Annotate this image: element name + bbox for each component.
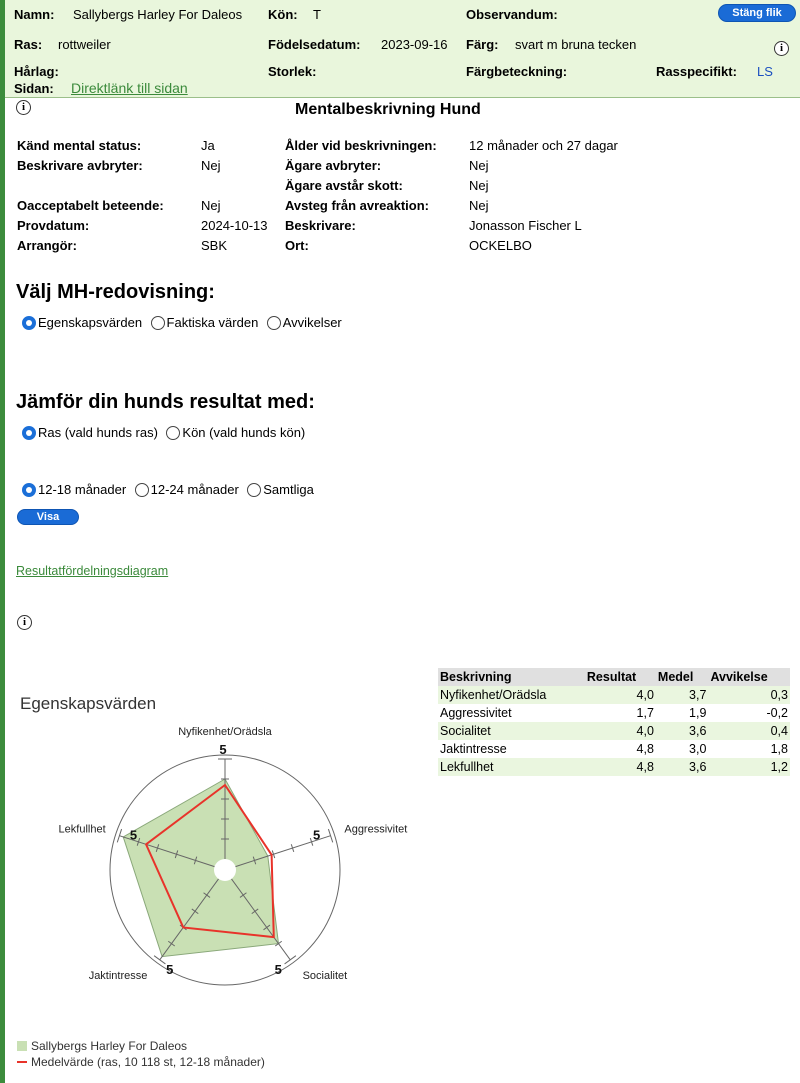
section-title: Mentalbeskrivning Hund bbox=[295, 101, 481, 118]
beskrivare-label: Beskrivare: bbox=[285, 218, 356, 233]
header-beskrivning: Beskrivning bbox=[438, 668, 585, 686]
arrangor-label: Arrangör: bbox=[17, 238, 77, 253]
axis-max-label: 5 bbox=[166, 961, 174, 977]
kon-value: T bbox=[313, 7, 321, 22]
dog-header bbox=[5, 0, 800, 98]
table-row bbox=[438, 722, 790, 740]
left-accent-bar bbox=[0, 0, 5, 1083]
compare-option-kon[interactable]: Kön (vald hunds kön) bbox=[166, 425, 305, 440]
avsteg-value: Nej bbox=[469, 198, 489, 213]
kon-label: Kön: bbox=[268, 7, 298, 22]
info-icon[interactable]: i bbox=[16, 100, 31, 115]
cell-avvikelse: 0,4 bbox=[708, 722, 790, 740]
radio-selected-icon[interactable] bbox=[22, 483, 36, 497]
cell-medel: 3,6 bbox=[656, 758, 709, 776]
harlag-label: Hårlag: bbox=[14, 64, 59, 79]
storlek-label: Storlek: bbox=[268, 64, 317, 79]
legend-item-dog: Sallybergs Harley For Daleos bbox=[17, 1039, 187, 1053]
ort-value: OCKELBO bbox=[469, 238, 532, 253]
cell-medel: 3,7 bbox=[656, 686, 709, 704]
cell-avvikelse: 0,3 bbox=[708, 686, 790, 704]
header-medel: Medel bbox=[656, 668, 709, 686]
oacceptabelt-value: Nej bbox=[201, 198, 221, 213]
compare-group-radio bbox=[22, 424, 309, 442]
cell-medel: 1,9 bbox=[689, 706, 707, 720]
beskrivare-value: Jonasson Fischer L bbox=[469, 218, 582, 233]
radio-selected-icon[interactable] bbox=[22, 426, 36, 440]
oacceptabelt-label: Oacceptabelt beteende: bbox=[17, 198, 164, 213]
arrangor-value: SBK bbox=[201, 238, 228, 253]
age-option-samtliga[interactable]: Samtliga bbox=[247, 482, 314, 497]
table-row bbox=[438, 686, 790, 704]
mh-option-faktiska[interactable]: Faktiska värden bbox=[151, 315, 259, 330]
fodelsedatum-label: Födelsedatum: bbox=[268, 37, 361, 52]
results-table bbox=[438, 668, 790, 776]
fargbeteckning-label: Färgbeteckning: bbox=[466, 64, 568, 79]
cell-resultat: 4,8 bbox=[636, 742, 654, 756]
cell-beskrivning: Lekfullhet bbox=[438, 758, 585, 776]
legend-item-mean: Medelvärde (ras, 10 118 st, 12-18 månader) bbox=[17, 1055, 265, 1069]
table-row bbox=[438, 758, 790, 776]
axis-label: Aggressivitet bbox=[344, 823, 408, 836]
alder-value: 12 månader och 27 dagar bbox=[469, 138, 618, 153]
mh-option-avvikelser[interactable]: Avvikelser bbox=[267, 315, 342, 330]
legend-swatch-line bbox=[17, 1061, 27, 1063]
result-distribution-link[interactable]: Resultatfördelningsdiagram bbox=[16, 564, 169, 578]
cell-beskrivning: Socialitet bbox=[438, 722, 585, 740]
compare-option-ras[interactable]: Ras (vald hunds ras) bbox=[22, 425, 158, 440]
info-icon[interactable]: i bbox=[774, 41, 789, 56]
header-avvikelse: Avvikelse bbox=[708, 668, 790, 686]
radio-icon[interactable] bbox=[151, 316, 165, 330]
age-option-12-24[interactable]: 12-24 månader bbox=[135, 482, 239, 497]
axis-label: Jaktintresse bbox=[88, 970, 148, 983]
cell-resultat: 4,8 bbox=[585, 758, 656, 776]
radar-chart bbox=[10, 720, 450, 1020]
cell-avvikelse: -0,2 bbox=[766, 706, 788, 720]
axis-label: Nyfikenhet/Orädsla bbox=[178, 726, 272, 738]
axis-max-label: 5 bbox=[219, 742, 227, 757]
axis-max-label: 5 bbox=[274, 961, 282, 977]
cell-beskrivning: Aggressivitet bbox=[440, 706, 512, 720]
ort-label: Ort: bbox=[285, 238, 309, 253]
kand-label: Känd mental status: bbox=[17, 138, 142, 153]
mh-title: Välj MH-redovisning: bbox=[16, 281, 215, 303]
close-tab-button[interactable]: Stäng flik bbox=[718, 4, 796, 22]
mh-radio-group bbox=[22, 314, 346, 332]
chart-title: Egenskapsvärden bbox=[20, 694, 157, 713]
axis-label: Lekfullhet bbox=[58, 823, 106, 836]
cell-beskrivning: Jaktintresse bbox=[440, 742, 507, 756]
provdatum-value: 2024-10-13 bbox=[201, 218, 268, 233]
beskrivare-avbryter-value: Nej bbox=[201, 158, 221, 173]
axis-max-label: 5 bbox=[312, 827, 321, 843]
agare-avstar-label: Ägare avstår skott: bbox=[285, 178, 403, 193]
info-icon[interactable]: i bbox=[17, 615, 32, 630]
table-row bbox=[438, 740, 790, 758]
cell-resultat: 4,0 bbox=[585, 686, 656, 704]
kand-value: Ja bbox=[201, 138, 215, 153]
cell-beskrivning: Nyfikenhet/Orädsla bbox=[438, 686, 585, 704]
rasspecifikt-label: Rasspecifikt: bbox=[656, 64, 737, 79]
direct-link[interactable]: Direktlänk till sidan bbox=[71, 80, 188, 96]
agare-avstar-value: Nej bbox=[469, 178, 489, 193]
alder-label: Ålder vid beskrivningen: bbox=[285, 138, 437, 153]
radio-selected-icon[interactable] bbox=[22, 316, 36, 330]
beskrivare-avbryter-label: Beskrivare avbryter: bbox=[17, 158, 143, 173]
cell-resultat: 1,7 bbox=[636, 706, 654, 720]
radio-icon[interactable] bbox=[166, 426, 180, 440]
ras-label: Ras: bbox=[14, 37, 43, 52]
sidan-label: Sidan: bbox=[14, 81, 54, 96]
axis-tick bbox=[285, 956, 296, 964]
table-header-row bbox=[438, 668, 790, 686]
namn-label: Namn: bbox=[14, 7, 55, 22]
mh-option-egenskapsvarden[interactable]: Egenskapsvärden bbox=[22, 315, 142, 330]
namn-value: Sallybergs Harley For Daleos bbox=[73, 7, 243, 22]
farg-label: Färg: bbox=[466, 37, 499, 52]
fodelsedatum-value: 2023-09-16 bbox=[381, 37, 448, 52]
radio-icon[interactable] bbox=[267, 316, 281, 330]
radio-icon[interactable] bbox=[135, 483, 149, 497]
ras-value: rottweiler bbox=[58, 37, 111, 52]
compare-age-radio bbox=[22, 481, 318, 499]
cell-avvikelse: 1,8 bbox=[770, 742, 788, 756]
axis-tick bbox=[154, 956, 165, 964]
legend-swatch-fill bbox=[17, 1041, 27, 1051]
axis-max-label: 5 bbox=[129, 827, 138, 843]
cell-medel: 3,6 bbox=[656, 722, 709, 740]
compare-title: Jämför din hunds resultat med: bbox=[16, 391, 315, 413]
avsteg-label: Avsteg från avreaktion: bbox=[285, 198, 430, 213]
agare-avbryter-label: Ägare avbryter: bbox=[285, 158, 382, 173]
radio-icon[interactable] bbox=[247, 483, 261, 497]
chart-center-hole bbox=[214, 859, 236, 881]
cell-medel: 3,0 bbox=[689, 742, 707, 756]
cell-avvikelse: 1,2 bbox=[708, 758, 790, 776]
farg-value: svart m bruna tecken bbox=[515, 37, 637, 52]
visa-button[interactable]: Visa bbox=[17, 509, 79, 525]
table-row bbox=[438, 704, 790, 722]
provdatum-label: Provdatum: bbox=[17, 218, 90, 233]
header-resultat: Resultat bbox=[585, 668, 656, 686]
rasspecifikt-value: LS bbox=[757, 64, 773, 79]
axis-label: Socialitet bbox=[302, 970, 348, 983]
age-option-12-18[interactable]: 12-18 månader bbox=[22, 482, 126, 497]
agare-avbryter-value: Nej bbox=[469, 158, 489, 173]
observandum-label: Observandum: bbox=[466, 7, 558, 22]
cell-resultat: 4,0 bbox=[585, 722, 656, 740]
